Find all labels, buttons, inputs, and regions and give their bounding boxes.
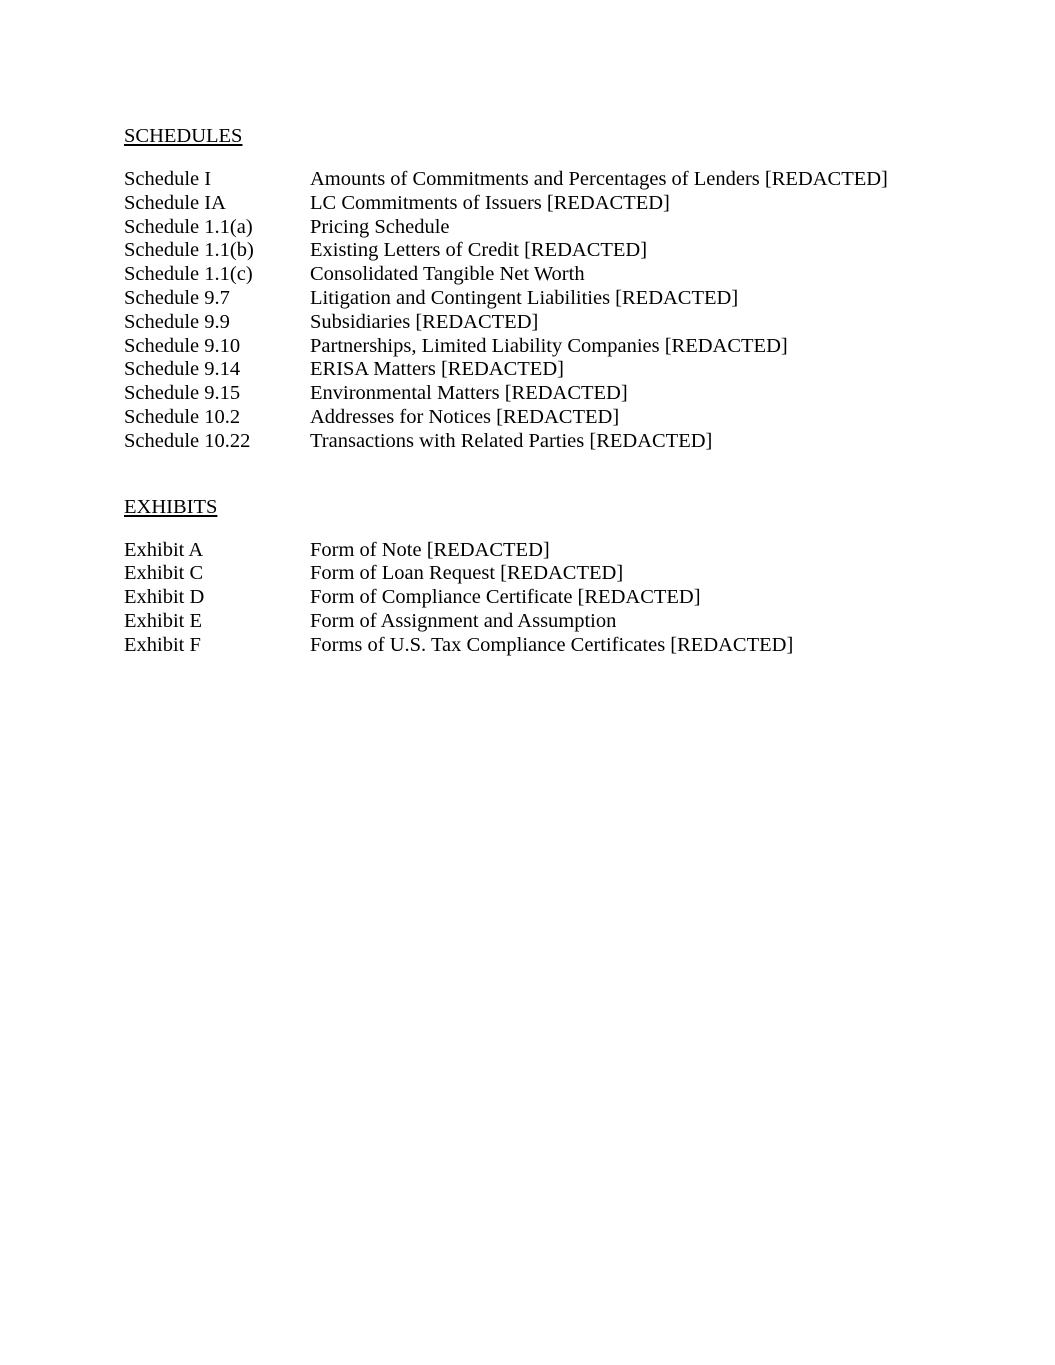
schedule-title: Consolidated Tangible Net Worth bbox=[310, 263, 585, 286]
schedule-label: Schedule 10.2 bbox=[124, 405, 241, 428]
exhibit-title: Form of Note [REDACTED] bbox=[310, 538, 550, 561]
schedule-label: Schedule 1.1(c) bbox=[124, 263, 253, 286]
schedule-title: ERISA Matters [REDACTED] bbox=[310, 358, 564, 381]
schedules-list bbox=[124, 168, 1004, 454]
schedule-title: Addresses for Notices [REDACTED] bbox=[310, 405, 620, 428]
schedule-entry bbox=[124, 192, 1004, 216]
schedule-entry bbox=[124, 382, 1004, 406]
schedule-label: Schedule 9.9 bbox=[124, 310, 230, 333]
schedule-entry bbox=[124, 287, 1004, 311]
schedule-title: LC Commitments of Issuers [REDACTED] bbox=[310, 191, 670, 214]
schedule-title: Partnerships, Limited Liability Companies [REDACTED] bbox=[310, 334, 788, 357]
exhibit-entry bbox=[124, 610, 1004, 634]
schedule-label: Schedule 9.7 bbox=[124, 286, 230, 309]
exhibit-entry bbox=[124, 634, 1004, 658]
schedule-entry bbox=[124, 358, 1004, 382]
schedule-entry bbox=[124, 239, 1004, 263]
schedule-label: Schedule 9.10 bbox=[124, 334, 241, 357]
schedule-entry bbox=[124, 406, 1004, 430]
schedule-label: Schedule 1.1(b) bbox=[124, 239, 254, 262]
schedule-title: Litigation and Contingent Liabilities [REDACTED] bbox=[310, 286, 739, 309]
exhibits-heading: EXHIBITS bbox=[124, 495, 218, 518]
schedule-label: Schedule 9.14 bbox=[124, 358, 241, 381]
document-page bbox=[124, 124, 1004, 658]
schedule-title: Environmental Matters [REDACTED] bbox=[310, 382, 628, 405]
exhibit-title: Form of Assignment and Assumption bbox=[310, 609, 617, 632]
schedule-entry bbox=[124, 311, 1004, 335]
exhibit-label: Exhibit D bbox=[124, 586, 205, 609]
exhibit-title: Form of Compliance Certificate [REDACTED] bbox=[310, 586, 701, 609]
exhibit-title: Forms of U.S. Tax Compliance Certificates [REDACTED] bbox=[310, 633, 794, 656]
exhibit-label: Exhibit C bbox=[124, 562, 204, 585]
exhibit-entry bbox=[124, 539, 1004, 563]
exhibit-label: Exhibit E bbox=[124, 609, 203, 632]
schedules-heading: SCHEDULES bbox=[124, 125, 243, 147]
exhibit-label: Exhibit F bbox=[124, 633, 201, 656]
schedule-title: Subsidiaries [REDACTED] bbox=[310, 310, 539, 333]
schedule-label: Schedule I bbox=[124, 168, 212, 190]
schedule-title: Amounts of Commitments and Percentages of Lenders [REDACTED] bbox=[310, 168, 888, 190]
schedule-entry bbox=[124, 263, 1004, 287]
schedule-entry bbox=[124, 168, 1004, 192]
schedule-entry bbox=[124, 216, 1004, 240]
schedules-section bbox=[124, 124, 1004, 454]
exhibit-label: Exhibit A bbox=[124, 538, 204, 561]
schedule-label: Schedule 9.15 bbox=[124, 382, 241, 405]
exhibit-entry bbox=[124, 562, 1004, 586]
schedule-label: Schedule 10.22 bbox=[124, 429, 251, 452]
schedule-title: Transactions with Related Parties [REDACTED] bbox=[310, 429, 713, 452]
schedule-title: Pricing Schedule bbox=[310, 215, 450, 238]
exhibits-list bbox=[124, 539, 1004, 658]
schedule-label: Schedule IA bbox=[124, 191, 226, 214]
schedule-title: Existing Letters of Credit [REDACTED] bbox=[310, 239, 648, 262]
exhibits-section bbox=[124, 495, 1004, 658]
schedule-entry bbox=[124, 335, 1004, 359]
schedule-label: Schedule 1.1(a) bbox=[124, 215, 253, 238]
exhibit-title: Form of Loan Request [REDACTED] bbox=[310, 562, 624, 585]
schedule-entry bbox=[124, 430, 1004, 454]
exhibit-entry bbox=[124, 586, 1004, 610]
